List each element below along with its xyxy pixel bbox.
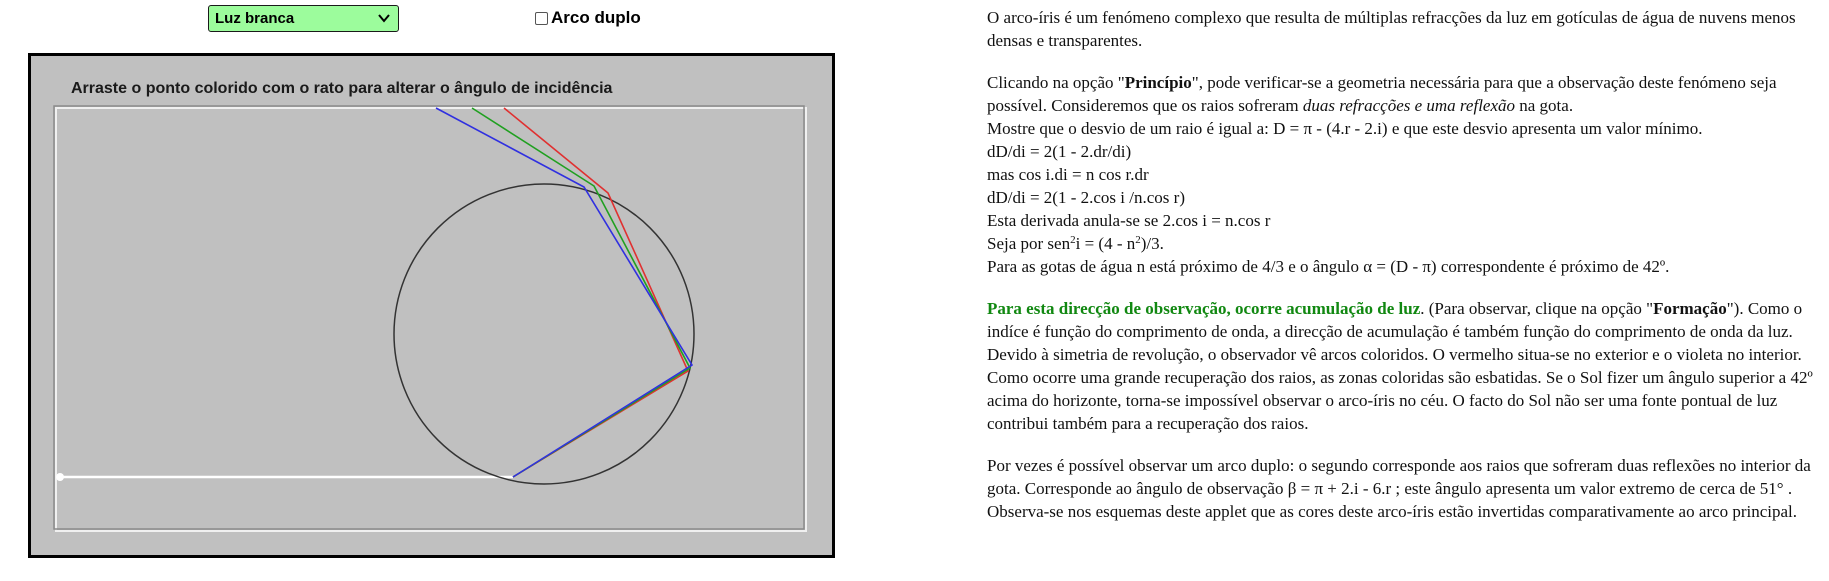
- superscript: 2: [1135, 234, 1141, 246]
- rainbow-applet[interactable]: [28, 53, 835, 558]
- equation-5: [987, 232, 1827, 255]
- text-fragment: )/3.: [1140, 234, 1164, 253]
- highlight-text: Para esta direcção de observação, ocorre acumulação de luz: [987, 299, 1421, 318]
- superscript: 2: [1070, 234, 1076, 246]
- equation-3: dD/di = 2(1 - 2.cos i /n.cos r): [987, 188, 1185, 207]
- water-droplet: [394, 184, 694, 484]
- equation-1: dD/di = 2(1 - 2.dr/di): [987, 142, 1132, 161]
- principio-label: Princípio: [1124, 73, 1192, 92]
- text-fragment: na gota.: [1515, 96, 1574, 115]
- ray-blue: [436, 108, 692, 477]
- text-fragment: ", pode verificar-se a geometria necessária para que a observação deste fenómeno seja possível. Consideremos que os raios sofreram: [987, 73, 1777, 115]
- formacao-label: Formação: [1653, 299, 1727, 318]
- text-fragment: Seja por sen: [987, 234, 1071, 253]
- dual-arc-checkbox[interactable]: [535, 12, 548, 25]
- equation-2: mas cos i.di = n cos r.dr: [987, 165, 1149, 184]
- light-type-select[interactable]: [208, 5, 399, 32]
- text-fragment: Clicando na opção ": [987, 73, 1125, 92]
- dual-arc-control[interactable]: [535, 8, 641, 28]
- chevron-down-icon: [377, 11, 391, 25]
- text-fragment: "). Como o indíce é função do comprimento de onda, a direcção de acumulação é também função do comprimento de onda da luz. Devido à simetria de revolução, o observador vê arcos coloridos. O vermelho situa-se no exterior e o violeta no interior. Como ocorre uma grande recuperação dos raios, as zonas coloridas são esbatidas. Se o Sol fizer um ângulo superior a 42º acima do horizonte, torna-se impossível observar o arco-íris no céu. O facto do Sol não ser uma fonte pontual de luz contribui também para a recuperação dos raios.: [987, 299, 1813, 433]
- equation-6: Para as gotas de água n está próximo de 4/3 e o ângulo α = (D - π) correspondente é próximo de 42º.: [987, 257, 1670, 276]
- paragraph-intro: O arco-íris é um fenómeno complexo que resulta de múltiplas refracções da luz em gotículas de água de nuvens menos densas e transparentes.: [987, 8, 1796, 50]
- ray-red: [504, 108, 688, 477]
- applet-frame-shadow: [54, 106, 804, 529]
- dual-arc-label: Arco duplo: [551, 8, 641, 27]
- paragraph-double-arc: Por vezes é possível observar um arco duplo: o segundo corresponde aos raios que sofreram duas reflexões no interior da gota. Corresponde ao ângulo de observação β = π + 2.i - 6.r ; este ângulo apresenta um valor extremo de cerca de 51° . Observa-se nos esquemas deste applet que as cores deste arco-íris estão invertidas comparativamente ao arco principal.: [987, 456, 1811, 521]
- ray-green: [472, 108, 690, 477]
- equation-4: Esta derivada anula-se se 2.cos i = n.cos r: [987, 211, 1271, 230]
- paragraph-principle: [987, 71, 1827, 278]
- paragraph-accumulation: [987, 297, 1827, 435]
- text-fragment: . (Para observar, clique na opção ": [1420, 299, 1654, 318]
- italic-phrase: duas refracções e uma reflexão: [1302, 96, 1516, 115]
- explanation-text: [987, 6, 1827, 542]
- light-type-select-value: Luz branca: [215, 10, 295, 27]
- applet-instruction: Arraste o ponto colorido com o rato para alterar o ângulo de incidência: [71, 80, 613, 97]
- applet-canvas[interactable]: [31, 56, 832, 555]
- deviation-statement: Mostre que o desvio de um raio é igual a: D = π - (4.r - 2.i) e que este desvio apresenta um valor mínimo.: [987, 119, 1703, 138]
- text-fragment: i = (4 - n: [1075, 234, 1136, 253]
- drag-handle[interactable]: [56, 473, 64, 481]
